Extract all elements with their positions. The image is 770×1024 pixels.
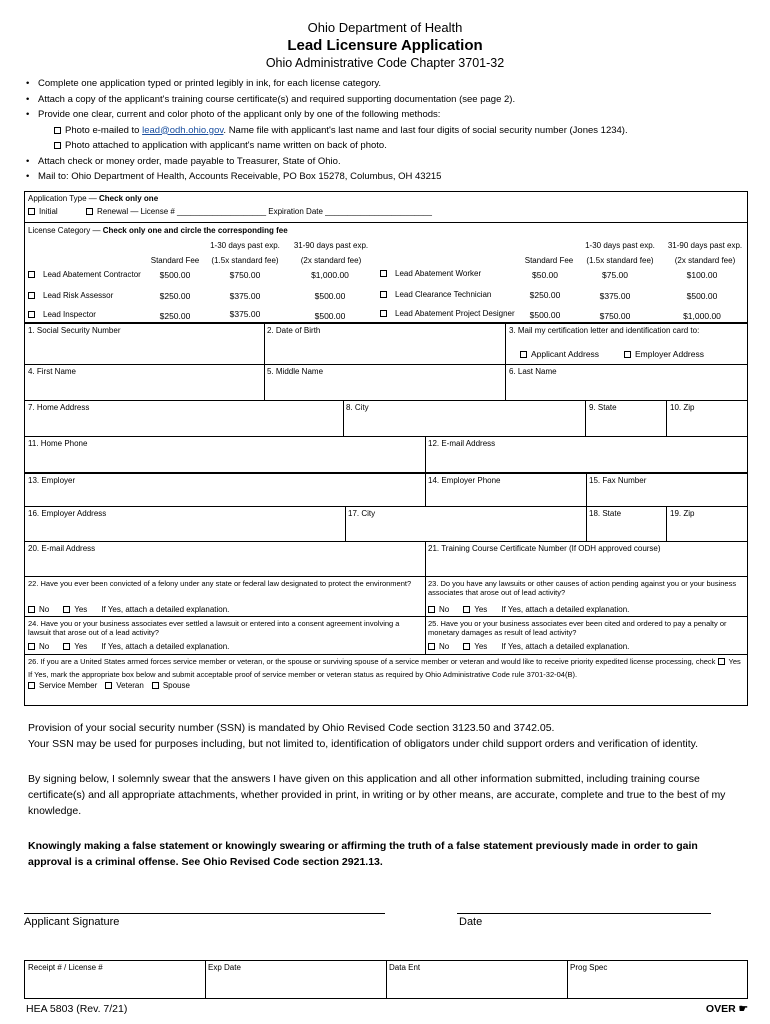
q22-yes-checkbox[interactable] — [63, 606, 70, 613]
renewal-option[interactable]: Renewal — License # ____________________ Expiration Date ________________________ — [86, 207, 432, 216]
license-category-label: License Category — Check only one and circle the corresponding fee — [28, 226, 288, 235]
clearance-technician-checkbox[interactable] — [380, 291, 387, 298]
instruction-3: • Provide one clear, current and color photo of the applicant only by one of the following methods: — [24, 107, 764, 123]
initial-checkbox[interactable] — [28, 208, 35, 215]
q25-yes-checkbox[interactable] — [463, 643, 470, 650]
email-link[interactable]: lead@odh.ohio.gov — [142, 124, 224, 136]
fee-standard[interactable]: $250.00 — [159, 291, 191, 301]
photo-email-checkbox[interactable] — [54, 127, 61, 134]
q22-no-checkbox[interactable] — [28, 606, 35, 613]
photo-attached-option: Photo attached to application with applicant's name written on back of photo. — [24, 138, 764, 154]
fee-1-30[interactable]: $375.00 — [599, 291, 631, 301]
exp-date-field[interactable]: Exp Date — [205, 960, 387, 999]
header-1-30-multiplier: (1.5x standard fee) — [211, 256, 279, 265]
employer-city-field[interactable]: 17. City — [345, 506, 587, 542]
instructions — [24, 76, 764, 185]
fee-standard[interactable]: $250.00 — [159, 311, 191, 321]
fee-31-90[interactable]: $1,000.00 — [683, 311, 721, 321]
abatement-worker-checkbox[interactable] — [380, 270, 387, 277]
application-type-label: Application Type — Check only one — [28, 194, 159, 203]
question-24: 24. Have you or your business associates ever settled a lawsuit or entered into a consent agreement involving a lawsuit that arose out of a lead activity? No Yes If Yes, attach a detailed explanation. — [24, 616, 426, 655]
home-address-field[interactable]: 7. Home Address — [24, 400, 344, 437]
employer-address-checkbox[interactable] — [624, 351, 631, 358]
employer-email-field[interactable]: 20. E-mail Address — [24, 541, 426, 577]
agency-name: Ohio Department of Health — [307, 20, 463, 35]
last-name-field[interactable]: 6. Last Name — [506, 364, 748, 401]
form-title: Lead Licensure Application — [287, 37, 483, 54]
receipt-license-field[interactable]: Receipt # / License # — [24, 960, 206, 999]
signature-line[interactable] — [24, 913, 385, 914]
date-of-birth-field[interactable]: 2. Date of Birth — [264, 323, 506, 365]
renewal-checkbox[interactable] — [86, 208, 93, 215]
employer-address-option[interactable]: Employer Address — [624, 349, 704, 359]
middle-name-field[interactable]: 5. Middle Name — [264, 364, 506, 401]
fee-31-90[interactable]: $100.00 — [686, 270, 718, 280]
city-field[interactable]: 8. City — [343, 400, 586, 437]
applicant-address-checkbox[interactable] — [520, 351, 527, 358]
spouse-checkbox[interactable] — [152, 682, 159, 689]
fee-1-30[interactable]: $750.00 — [599, 311, 631, 321]
fee-31-90[interactable]: $500.00 — [314, 291, 346, 301]
license-option-abatement-contractor[interactable]: Lead Abatement Contractor — [28, 270, 141, 279]
license-option-clearance-technician[interactable]: Lead Clearance Technician — [380, 290, 491, 299]
header-31-90-multiplier-right: (2x standard fee) — [674, 256, 736, 265]
employer-phone-field[interactable]: 14. Employer Phone — [425, 474, 587, 507]
header-standard-fee: Standard Fee — [150, 256, 200, 265]
license-option-risk-assessor[interactable]: Lead Risk Assessor — [28, 291, 113, 300]
state-field[interactable]: 9. State — [586, 400, 667, 437]
header-31-90-days-right: 31-90 days past exp. — [667, 241, 743, 250]
fax-number-field[interactable]: 15. Fax Number — [586, 474, 748, 507]
instruction-2: • Attach a copy of the applicant's training course certificate(s) and required supporting documentation (see page 2). — [24, 92, 764, 108]
risk-assessor-checkbox[interactable] — [28, 292, 35, 299]
employer-field[interactable]: 13. Employer — [24, 474, 426, 507]
initial-option[interactable]: Initial — [28, 207, 58, 216]
fee-standard[interactable]: $250.00 — [529, 290, 561, 300]
fee-standard[interactable]: $500.00 — [159, 270, 191, 280]
training-certificate-field[interactable]: 21. Training Course Certificate Number (If ODH approved course) — [425, 541, 748, 577]
fee-standard[interactable]: $500.00 — [529, 310, 561, 320]
form-number: HEA 5803 (Rev. 7/21) — [26, 1003, 128, 1015]
fee-standard[interactable]: $50.00 — [532, 270, 558, 280]
q25-no-checkbox[interactable] — [428, 643, 435, 650]
oath-statement: By signing below, I solemnly swear that the answers I have given on this application and all other information submitted, including training course certificate(s) and all appropriate attachments, whether provided in print, in writing or by other means, are accurate, complete and true to the best of my knowledge. — [28, 773, 726, 817]
header-31-90-days: 31-90 days past exp. — [293, 241, 369, 250]
q26-yes-checkbox[interactable] — [718, 658, 725, 665]
inspector-checkbox[interactable] — [28, 311, 35, 318]
fee-1-30[interactable]: $75.00 — [602, 270, 628, 280]
ssn-field[interactable]: 1. Social Security Number — [24, 323, 265, 365]
first-name-field[interactable]: 4. First Name — [24, 364, 265, 401]
home-phone-field[interactable]: 11. Home Phone — [24, 436, 426, 473]
fee-1-30[interactable]: $375.00 — [229, 291, 261, 301]
header-1-30-days: 1-30 days past exp. — [210, 241, 280, 250]
header-31-90-multiplier: (2x standard fee) — [300, 256, 362, 265]
employer-state-field[interactable]: 18. State — [586, 506, 667, 542]
zip-field[interactable]: 10. Zip — [667, 400, 748, 437]
veteran-checkbox[interactable] — [105, 682, 112, 689]
license-option-project-designer[interactable]: Lead Abatement Project Designer — [380, 309, 515, 318]
service-member-checkbox[interactable] — [28, 682, 35, 689]
applicant-signature-label: Applicant Signature — [24, 916, 120, 928]
question-23: 23. Do you have any lawsuits or other causes of action pending against you or your business associates that arose out of lead activity? No Yes If Yes, attach a detailed explanation. — [425, 576, 748, 617]
fee-31-90[interactable]: $500.00 — [314, 311, 346, 321]
applicant-address-option[interactable]: Applicant Address — [520, 349, 599, 359]
prog-spec-field[interactable]: Prog Spec — [567, 960, 748, 999]
over-indicator: OVER ☛ — [705, 1003, 748, 1015]
employer-address-field[interactable]: 16. Employer Address — [24, 506, 346, 542]
license-option-abatement-worker[interactable]: Lead Abatement Worker — [380, 269, 481, 278]
photo-email-option: Photo e-mailed to lead@odh.ohio.gov. Name file with applicant's last name and last four digits of social security number (Jones 1234). — [24, 123, 764, 139]
q23-yes-checkbox[interactable] — [463, 606, 470, 613]
fee-31-90[interactable]: $500.00 — [686, 291, 718, 301]
date-line[interactable] — [457, 913, 711, 914]
photo-attached-checkbox[interactable] — [54, 142, 61, 149]
project-designer-checkbox[interactable] — [380, 310, 387, 317]
mail-to-field: 3. Mail my certification letter and identification card to: Applicant Address Employer Address — [506, 323, 748, 365]
abatement-contractor-checkbox[interactable] — [28, 271, 35, 278]
header-1-30-multiplier-right: (1.5x standard fee) — [586, 256, 654, 265]
ssn-statement: Provision of your social security number (SSN) is mandated by Ohio Revised Code section 3123.50 and 3742.05. Your SSN may be used for purposes including, but not limited to, identification of obligators under child support orders and verification of identity. — [28, 722, 699, 750]
form-code: Ohio Administrative Code Chapter 3701-32 — [265, 56, 505, 70]
false-statement-warning: Knowingly making a false statement or knowingly swearing or affirming the truth of a false statement previously made in order to gain approval is a criminal offense. See Ohio Revised Code section 2921.13. — [28, 840, 698, 868]
instruction-1: • Complete one application typed or printed legibly in ink, for each license category. — [24, 76, 764, 92]
q24-no-checkbox[interactable] — [28, 643, 35, 650]
header-standard-fee-right: Standard Fee — [524, 256, 574, 265]
fee-1-30[interactable]: $375.00 — [229, 309, 261, 319]
instruction-5: • Mail to: Ohio Department of Health, Accounts Receivable, PO Box 15278, Columbus, OH 43215 — [24, 169, 764, 185]
employer-zip-field[interactable]: 19. Zip — [667, 506, 748, 542]
fee-31-90[interactable]: $1,000.00 — [311, 270, 349, 280]
header-1-30-days-right: 1-30 days past exp. — [585, 241, 655, 250]
date-label: Date — [459, 916, 483, 928]
data-entry-field[interactable]: Data Ent — [386, 960, 568, 999]
question-26: 26. If you are a United States armed forces service member or veteran, or the spouse or surviving spouse of a service member or veteran and would like to receive priority expedited license processing, check Yes If Yes, mark the appropriate box below and submit acceptable proof of service member or veteran status as required by Ohio Administrative Code rule 3701-32-04(B). Service Member Veteran Spouse — [24, 654, 748, 706]
email-address-field[interactable]: 12. E-mail Address — [425, 436, 748, 473]
question-22: 22. Have you ever been convicted of a felony under any state or federal law designated to protect the environment? No Yes If Yes, attach a detailed explanation. — [24, 576, 426, 617]
q24-yes-checkbox[interactable] — [63, 643, 70, 650]
license-option-inspector[interactable]: Lead Inspector — [28, 310, 96, 319]
question-25: 25. Have you or your business associates ever been cited and ordered to pay a penalty or monetary damages as result of lead activity? No Yes If Yes, attach a detailed explanation. — [425, 616, 748, 655]
fee-1-30[interactable]: $750.00 — [229, 270, 261, 280]
q23-no-checkbox[interactable] — [428, 606, 435, 613]
instruction-4: • Attach check or money order, made payable to Treasurer, State of Ohio. — [24, 154, 764, 170]
